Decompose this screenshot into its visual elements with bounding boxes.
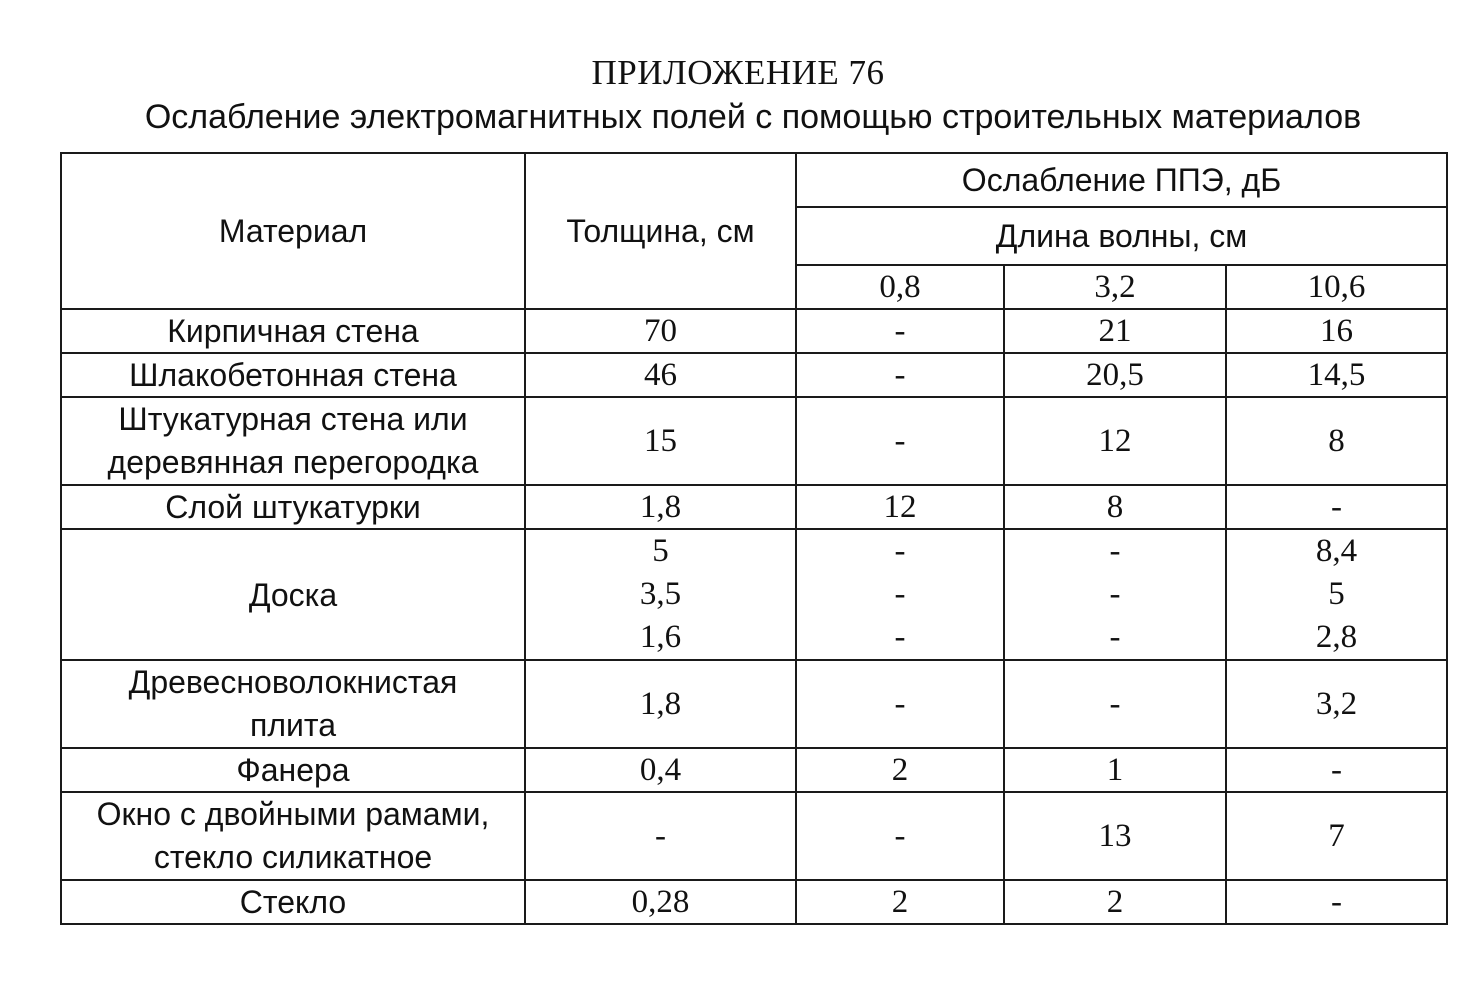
document-title: Ослабление электромагнитных полей с помощью строительных материалов (144, 98, 1362, 136)
table-row (61, 748, 1447, 792)
material-line-1: Штукатурная стена или (118, 401, 468, 437)
cell-w106: 16 (1226, 309, 1447, 353)
w106-value: 5 (1328, 576, 1345, 612)
header-wavelength-0-8: 0,8 (796, 265, 1004, 309)
material-line-1: Древесноволокнистая (128, 664, 458, 700)
cell-w08: - (796, 660, 1004, 748)
cell-material (61, 660, 525, 748)
cell-w08 (796, 529, 1004, 660)
cell-w32: 12 (1004, 397, 1226, 485)
cell-thickness: 46 (525, 353, 796, 397)
cell-w32: 2 (1004, 880, 1226, 924)
table-row (61, 353, 1447, 397)
cell-thickness: - (525, 792, 796, 880)
cell-material (61, 792, 525, 880)
cell-w106: - (1226, 485, 1447, 529)
material-line-1: Окно с двойными рамами, (96, 796, 490, 832)
cell-w106: - (1226, 880, 1447, 924)
header-wavelength: Длина волны, см (796, 207, 1447, 265)
header-row-1 (61, 153, 1447, 207)
cell-w106: 14,5 (1226, 353, 1447, 397)
cell-thickness: 0,28 (525, 880, 796, 924)
cell-w32: 13 (1004, 792, 1226, 880)
header-thickness: Толщина, см (525, 153, 796, 309)
cell-w08: 12 (796, 485, 1004, 529)
header-attenuation: Ослабление ППЭ, дБ (796, 153, 1447, 207)
cell-w08: - (796, 792, 1004, 880)
cell-material (61, 397, 525, 485)
cell-thickness (525, 529, 796, 660)
w32-value: - (1109, 533, 1121, 569)
material-line-2: плита (250, 707, 336, 743)
header-material: Материал (61, 153, 525, 309)
cell-thickness: 1,8 (525, 660, 796, 748)
table-row (61, 792, 1447, 880)
table-row (61, 529, 1447, 660)
cell-material: Шлакобетонная стена (61, 353, 525, 397)
cell-w32: - (1004, 660, 1226, 748)
cell-material: Стекло (61, 880, 525, 924)
header-wavelength-10-6: 10,6 (1226, 265, 1447, 309)
thickness-value: 5 (652, 533, 669, 569)
cell-w32 (1004, 529, 1226, 660)
cell-w106: 3,2 (1226, 660, 1447, 748)
w32-value: - (1109, 576, 1121, 612)
material-line-2: стекло силикатное (153, 839, 433, 875)
material-line-2: деревянная перегородка (107, 444, 479, 480)
table-row (61, 485, 1447, 529)
w08-value: - (894, 576, 906, 612)
w08-value: - (894, 619, 906, 655)
cell-w32: 8 (1004, 485, 1226, 529)
cell-w32: 20,5 (1004, 353, 1226, 397)
cell-w08: 2 (796, 748, 1004, 792)
w32-value: - (1109, 619, 1121, 655)
cell-w08: - (796, 309, 1004, 353)
w106-value: 8,4 (1315, 533, 1358, 569)
cell-thickness: 1,8 (525, 485, 796, 529)
cell-thickness: 15 (525, 397, 796, 485)
cell-w08: 2 (796, 880, 1004, 924)
w106-value: 2,8 (1315, 619, 1358, 655)
cell-thickness: 0,4 (525, 748, 796, 792)
cell-material: Фанера (61, 748, 525, 792)
thickness-value: 3,5 (639, 576, 682, 612)
cell-w32: 21 (1004, 309, 1226, 353)
table-row (61, 880, 1447, 924)
table-row (61, 309, 1447, 353)
cell-material: Кирпичная стена (61, 309, 525, 353)
cell-w106: - (1226, 748, 1447, 792)
cell-w08: - (796, 353, 1004, 397)
cell-thickness: 70 (525, 309, 796, 353)
w08-value: - (894, 533, 906, 569)
header-wavelength-3-2: 3,2 (1004, 265, 1226, 309)
cell-material: Слой штукатурки (61, 485, 525, 529)
cell-w106: 7 (1226, 792, 1447, 880)
attenuation-table (60, 152, 1448, 925)
cell-w08: - (796, 397, 1004, 485)
table-row (61, 660, 1447, 748)
thickness-value: 1,6 (639, 619, 682, 655)
cell-material: Доска (61, 529, 525, 660)
cell-w106: 8 (1226, 397, 1447, 485)
table-row (61, 397, 1447, 485)
cell-w106 (1226, 529, 1447, 660)
cell-w32: 1 (1004, 748, 1226, 792)
appendix-label: ПРИЛОЖЕНИЕ 76 (591, 53, 885, 92)
